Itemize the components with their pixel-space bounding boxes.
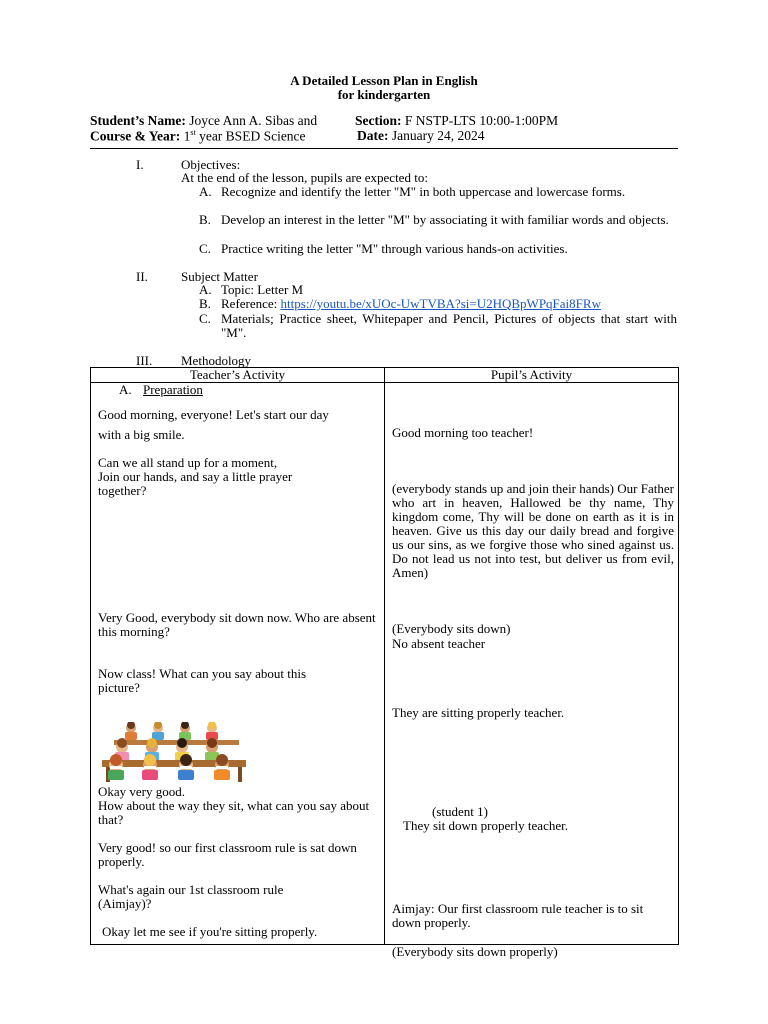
teacher-rule-question: What's again our 1st classroom rule (Aimjay)? (98, 882, 284, 911)
teacher-check-sitting: Okay let me see if you're sitting properly. (102, 924, 318, 939)
date-value: January 24, 2024 (391, 128, 485, 143)
subject-heading: Subject Matter (181, 269, 258, 284)
student-name (90, 113, 317, 129)
teacher-first-rule: Very good! so our first classroom rule is sat down properly. (98, 840, 357, 869)
section-info (355, 113, 558, 129)
teacher-column (91, 383, 385, 945)
materials-letter: C. (199, 311, 211, 326)
pupil-prayer: (everybody stands up and join their hands) Our Father who art in heaven, Hallowed be thy name, Thy kingdom come, Thy will be done on earth as it is in heaven. Give us this day our daily bread and forgive us our sins, as we forgive those who sined against us. Do not lead us not into test, but deliver us from evil, Amen) (392, 481, 674, 580)
subject-numeral: II. (136, 269, 148, 284)
teacher-greeting-line2: with a big smile. (98, 427, 185, 442)
reference-label: Reference: (221, 296, 278, 311)
topic-text: Topic: Letter M (221, 282, 304, 297)
objectives-numeral: I. (136, 157, 144, 172)
document-subtitle: for kindergarten (337, 87, 431, 102)
objective-b-text: Develop an interest in the letter "M" by associating it with familiar words and objects. (221, 212, 669, 227)
teacher-activity-header: Teacher’s Activity (91, 368, 385, 383)
date-label: Date: (357, 128, 389, 143)
reference-letter: B. (199, 296, 211, 311)
pupil-activity-header: Pupil’s Activity (385, 368, 679, 383)
pupil-greeting: Good morning too teacher! (392, 425, 534, 440)
teacher-prayer-line2: Join our hands, and say a little prayer (98, 469, 293, 484)
teacher-picture-question: Now class! What can you say about this picture? (98, 666, 307, 695)
reference-link[interactable]: https://youtu.be/xUOc-UwTVBA?si=U2HQBpWPqFai8FRw (280, 296, 601, 311)
lesson-table (90, 367, 679, 959)
date-info (357, 128, 484, 144)
pupil-aimjay-answer: Aimjay: Our first classroom rule teacher is to sit down properly. (392, 901, 644, 930)
teacher-sit-down: Very Good, everybody sit down now. Who are absent this morning? (98, 610, 376, 639)
pupil-sits-down: (Everybody sits down) (392, 621, 511, 636)
objective-c-text: Practice writing the letter "M" through various hands-on activities. (221, 241, 568, 256)
teacher-greeting-line1: Good morning, everyone! Let's start our day (98, 407, 329, 422)
course-label: Course & Year: (90, 128, 181, 144)
teacher-prayer-line1: Can we all stand up for a moment, (98, 455, 278, 470)
preparation-letter: A. (119, 382, 132, 397)
materials-text: Materials; Practice sheet, Whitepaper and Pencil, Pictures of objects that start with "M". (221, 311, 677, 340)
header-divider (90, 148, 678, 149)
objectives-heading: Objectives: (181, 157, 241, 172)
pupil-student1: (student 1) (432, 804, 488, 819)
objective-c-letter: C. (199, 241, 211, 256)
teacher-prayer-line3: together? (98, 483, 147, 498)
course-value-rest: year BSED Science (199, 128, 306, 144)
methodology-numeral: III. (136, 353, 153, 368)
document-title: A Detailed Lesson Plan in English (290, 73, 478, 88)
pupil-sit-down-properly: They sit down properly teacher. (403, 818, 568, 833)
methodology-heading: Methodology (181, 353, 252, 368)
objective-b-letter: B. (199, 212, 211, 227)
pupil-column (385, 383, 679, 959)
kids-back-row (125, 722, 218, 740)
table-header-row (91, 368, 679, 383)
pupil-sitting-properly: They are sitting properly teacher. (392, 705, 565, 720)
objective-a-text: Recognize and identify the letter "M" in both uppercase and lowercase forms. (221, 184, 626, 199)
student-name-value: Joyce Ann A. Sibas and (189, 113, 318, 128)
teacher-how-sit: How about the way they sit, what can you say about that? (98, 798, 370, 827)
classroom-kids-illustration (98, 722, 248, 784)
teacher-okay: Okay very good. (98, 784, 186, 799)
objective-a-letter: A. (199, 184, 212, 199)
course-value-num: 1 (183, 128, 191, 144)
section-label: Section: (355, 113, 402, 128)
table-row (91, 383, 679, 945)
course-value-sup: st (190, 128, 196, 137)
course-year (90, 128, 306, 145)
pupil-everybody-sits: (Everybody sits down properly) (392, 944, 558, 959)
reference-line (221, 297, 601, 311)
topic-letter: A. (199, 282, 212, 297)
student-name-label: Student’s Name: (90, 113, 186, 128)
pupil-no-absent: No absent teacher (392, 636, 486, 651)
objectives-intro: At the end of the lesson, pupils are expected to: (181, 170, 428, 185)
preparation-title: Preparation (143, 382, 203, 397)
section-value: F NSTP-LTS 10:00-1:00PM (404, 113, 559, 128)
